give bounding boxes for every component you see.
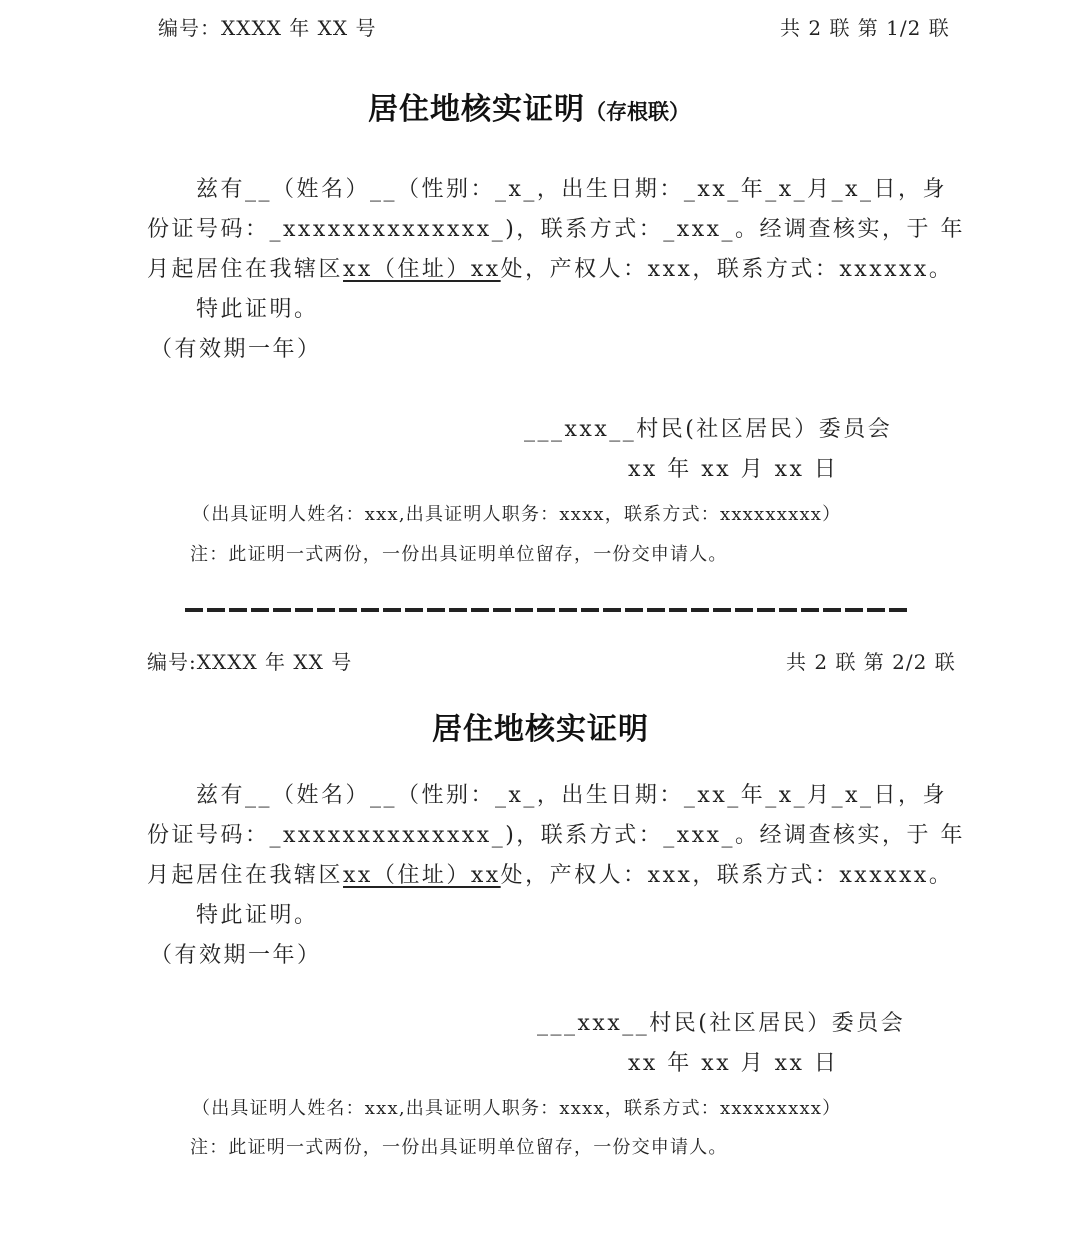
certify-text: 特此证明。 <box>196 903 319 928</box>
copy-count: 共 2 联 第 1/2 联 <box>780 16 950 40</box>
document-title: 居住地核实证明 <box>432 712 649 747</box>
body-line-3-start: 月起居住在我辖区 <box>147 257 344 282</box>
note-text: 注：此证明一式两份，一份出具证明单位留存，一份交申请人。 <box>190 544 728 565</box>
certify-text: 特此证明。 <box>196 297 319 322</box>
cut-line-divider <box>185 608 907 612</box>
body-line-3 <box>147 250 953 290</box>
committee-signature: ___xxx__村民(社区居民）委员会 <box>537 1011 906 1036</box>
body-line-3-end: 处，产权人：xxx，联系方式：xxxxxx。 <box>500 863 954 888</box>
serial-number: 编号：XXXX 年 XX 号 <box>158 16 377 40</box>
validity-text: （有效期一年） <box>150 337 322 362</box>
issuer-info: （出具证明人姓名：xxx,出具证明人职务：xxxx，联系方式：xxxxxxxxx） <box>192 504 842 525</box>
issue-date: xx 年 xx 月 xx 日 <box>628 1051 839 1076</box>
body-line-3 <box>147 856 953 896</box>
document-title <box>368 84 690 128</box>
body-line-1: 兹有__（姓名）__（性别：_x_，出生日期：_xx_年_x_月_x_日，身 <box>196 177 948 202</box>
title-text: 居住地核实证明 <box>368 92 585 127</box>
copy-count: 共 2 联 第 2/2 联 <box>786 650 956 674</box>
body-line-3-start: 月起居住在我辖区 <box>147 863 344 888</box>
issue-date: xx 年 xx 月 xx 日 <box>628 457 839 482</box>
note-text: 注：此证明一式两份，一份出具证明单位留存，一份交申请人。 <box>190 1137 728 1158</box>
issuer-info: （出具证明人姓名：xxx,出具证明人职务：xxxx，联系方式：xxxxxxxxx） <box>192 1098 842 1119</box>
body-line-1: 兹有__（姓名）__（性别：_x_，出生日期：_xx_年_x_月_x_日，身 <box>196 783 948 808</box>
committee-signature: ___xxx__村民(社区居民）委员会 <box>524 417 893 442</box>
address-field: xx（住址）xx <box>343 257 501 282</box>
validity-text: （有效期一年） <box>150 943 322 968</box>
body-line-2: 份证号码：_xxxxxxxxxxxxxx_)，联系方式：_xxx_。经调查核实，于 年 <box>147 217 966 242</box>
body-line-3-end: 处，产权人：xxx，联系方式：xxxxxx。 <box>500 257 954 282</box>
serial-number: 编号:XXXX 年 XX 号 <box>147 650 353 674</box>
title-subtitle: （存根联） <box>585 100 690 124</box>
body-line-2: 份证号码：_xxxxxxxxxxxxxx_)，联系方式：_xxx_。经调查核实，于 年 <box>147 823 966 848</box>
address-field: xx（住址）xx <box>343 863 501 888</box>
